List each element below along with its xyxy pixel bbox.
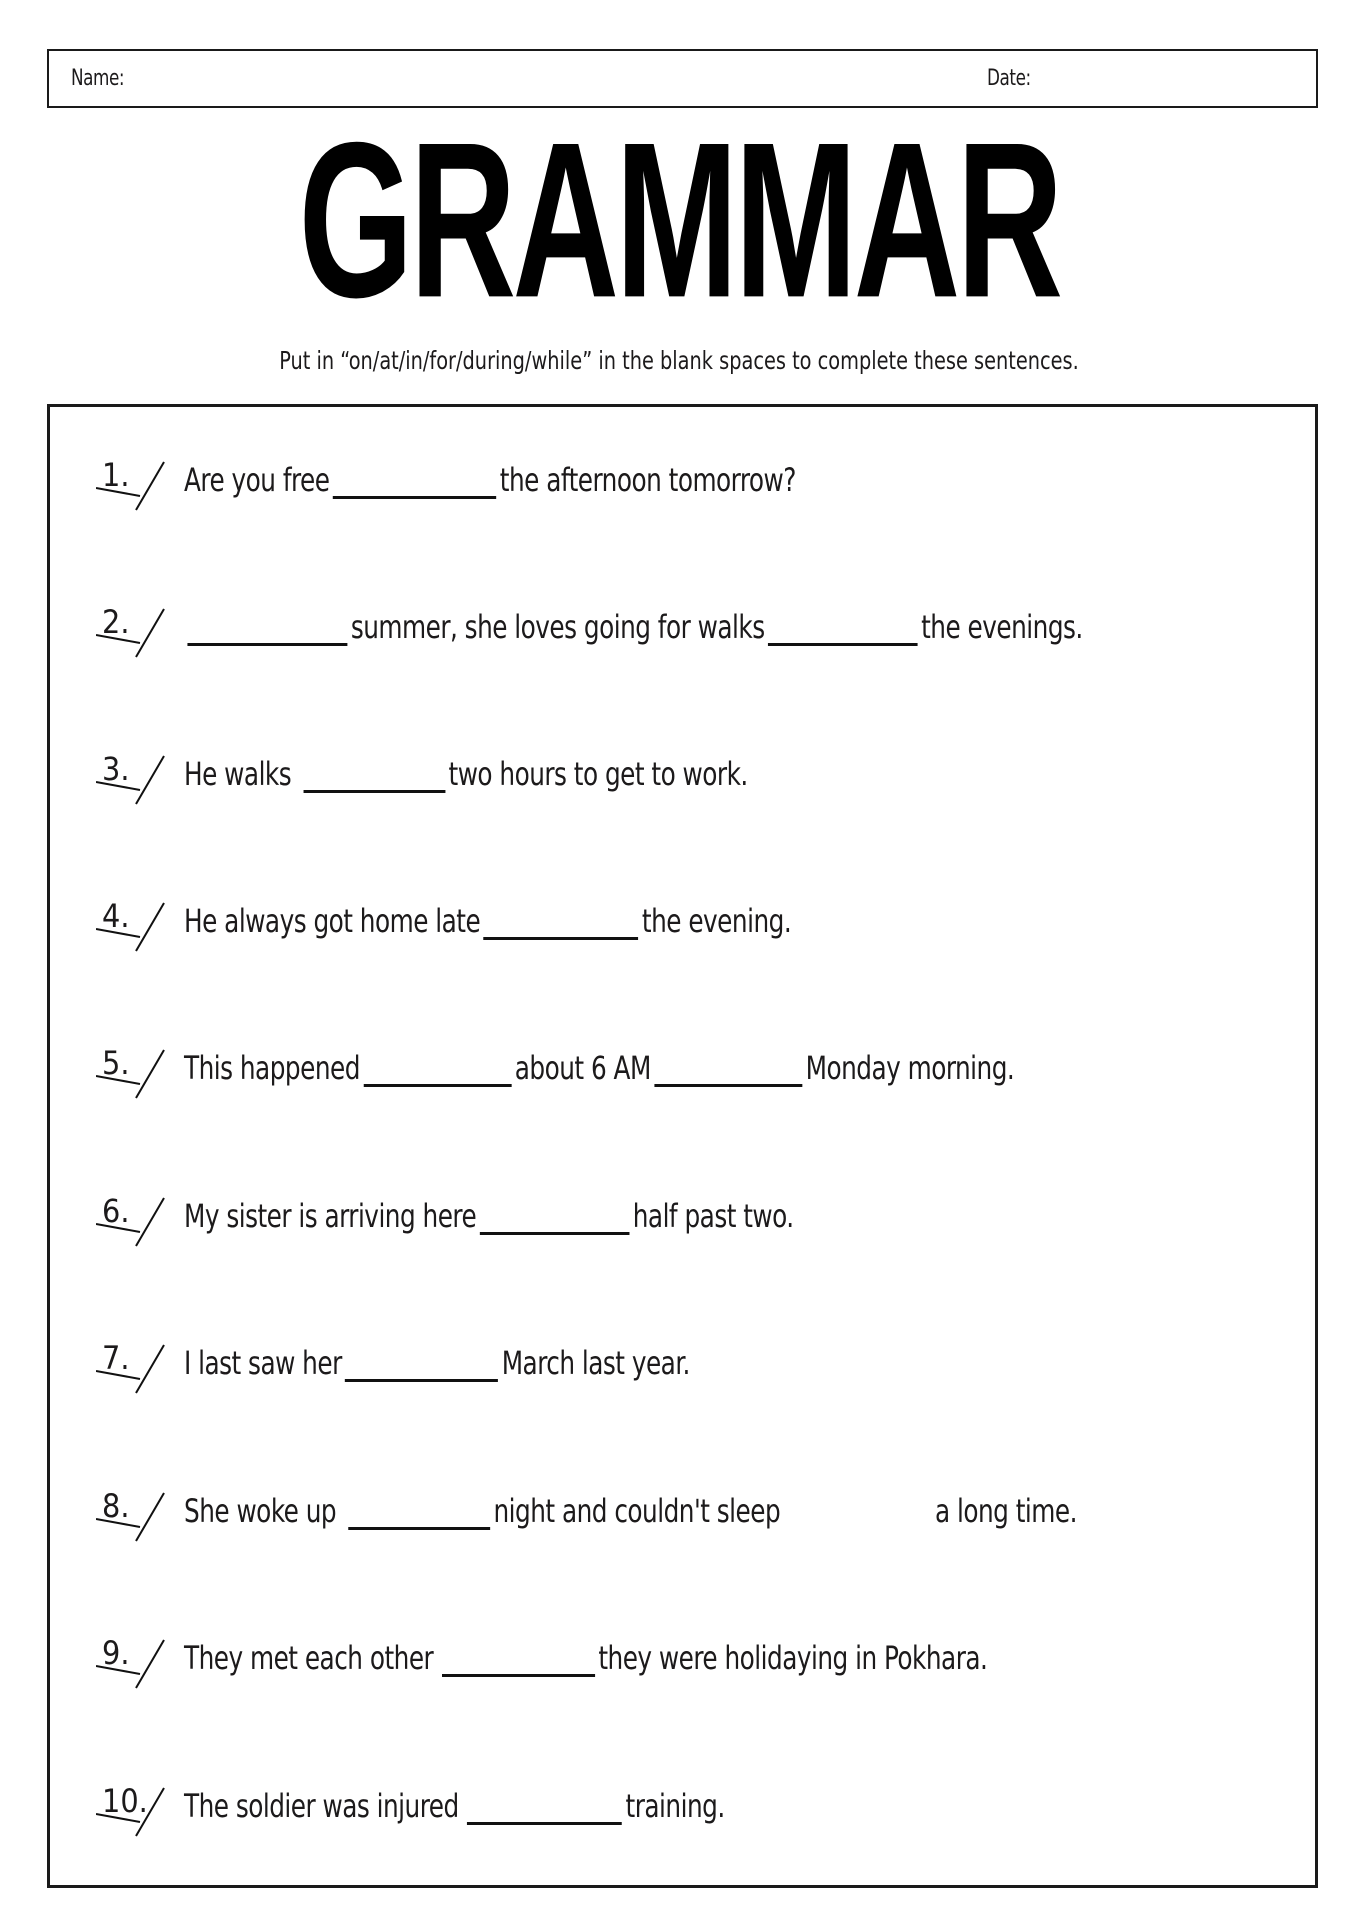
answer-blank[interactable] (654, 1044, 802, 1087)
question-row-6 (96, 1188, 1296, 1248)
question-row-2 (96, 599, 1296, 659)
sentence-text: March last year. (501, 1344, 690, 1382)
answer-blank[interactable] (363, 1044, 511, 1087)
sentence-text: He walks (184, 755, 292, 793)
sentence-text: Are you free (184, 461, 330, 499)
sentence-text: I last saw her (184, 1344, 342, 1382)
question-row-9 (96, 1630, 1296, 1690)
sentence-text: training. (625, 1787, 725, 1825)
question-number: 9. (102, 1634, 130, 1672)
worksheet-title: GRAMMAR (298, 97, 1060, 344)
answer-blank[interactable] (467, 1782, 622, 1825)
sentence-text: Monday morning. (805, 1049, 1015, 1087)
sentence-text: The soldier was injured (184, 1787, 459, 1825)
answer-blank[interactable] (480, 1192, 630, 1235)
question-number: 7. (102, 1339, 130, 1377)
instructions: Put in “on/at/in/for/during/while” in the blank spaces to complete these sentences. (279, 346, 1079, 375)
answer-blank[interactable] (768, 603, 918, 646)
question-number: 4. (102, 897, 130, 935)
answer-blank[interactable] (187, 603, 347, 646)
question-row-1 (96, 452, 1296, 512)
sentence-text: They met each other (184, 1639, 434, 1677)
question-number: 5. (102, 1044, 130, 1082)
answer-blank[interactable] (348, 1487, 490, 1530)
answer-blank[interactable] (303, 750, 445, 793)
sentence-text: This happened (184, 1049, 360, 1087)
question-number: 3. (102, 750, 130, 788)
question-row-3 (96, 746, 1296, 806)
sentence-text: night and couldn't sleep (493, 1492, 781, 1530)
answer-blank[interactable] (345, 1339, 498, 1382)
sentence-text: a long time. (935, 1492, 1077, 1530)
question-number: 6. (102, 1192, 130, 1230)
question-row-7 (96, 1335, 1296, 1395)
answer-blank[interactable] (333, 456, 496, 499)
answer-blank[interactable] (484, 897, 639, 940)
name-label: Name: (71, 66, 125, 91)
sentence-text: the evening. (641, 902, 792, 940)
sentence-text: they were holidaying in Pokhara. (598, 1639, 988, 1677)
question-row-5 (96, 1040, 1296, 1100)
sentence-text: summer, she loves going for walks (350, 608, 765, 646)
question-number: 1. (102, 456, 130, 494)
answer-blank[interactable] (442, 1634, 595, 1677)
sentence-text: the afternoon tomorrow? (499, 461, 796, 499)
sentence-text: the evenings. (921, 608, 1083, 646)
question-row-10 (96, 1778, 1296, 1838)
sentence-text: about 6 AM (514, 1049, 651, 1087)
question-number: 10. (102, 1782, 148, 1820)
date-label: Date: (987, 66, 1031, 91)
sentence-text: half past two. (632, 1197, 794, 1235)
question-row-8 (96, 1483, 1296, 1543)
sentence-text: She woke up (184, 1492, 337, 1530)
sentence-text: He always got home late (184, 902, 481, 940)
question-number: 8. (102, 1487, 130, 1525)
sentence-text: My sister is arriving here (184, 1197, 477, 1235)
question-row-4 (96, 893, 1296, 953)
sentence-text: two hours to get to work. (448, 755, 748, 793)
question-number: 2. (102, 603, 130, 641)
